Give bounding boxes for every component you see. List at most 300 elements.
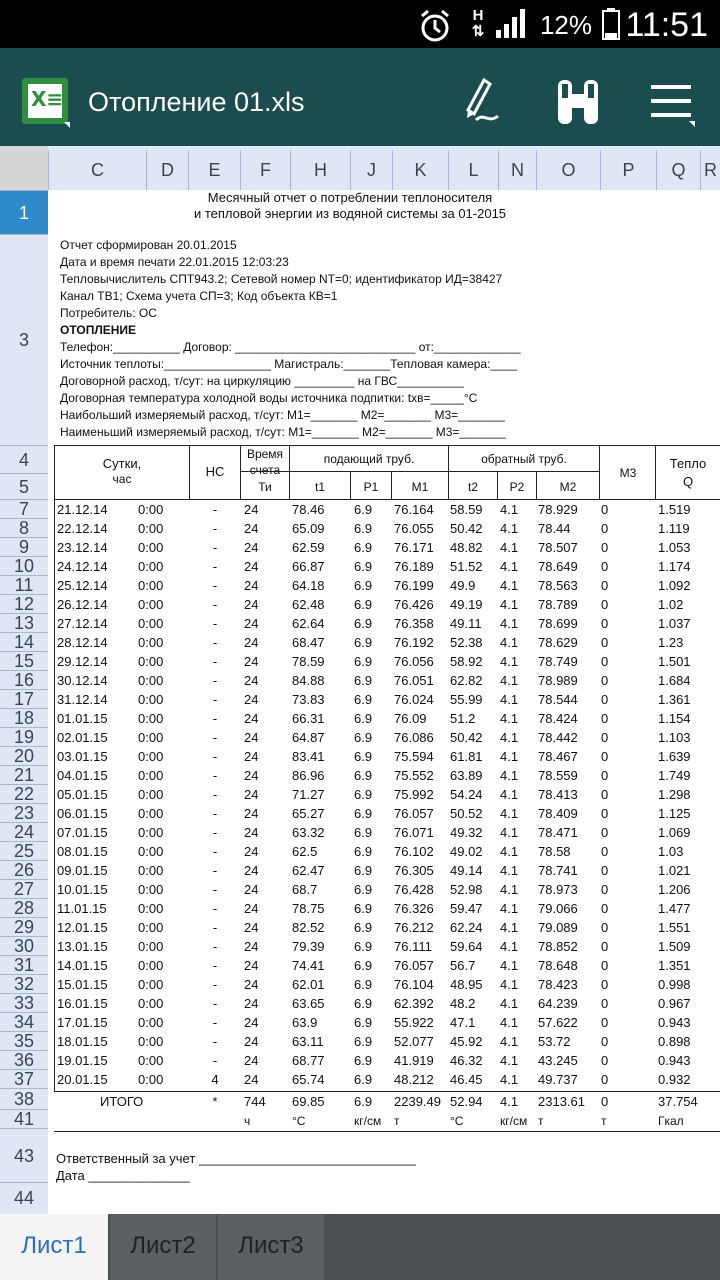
cell-hc[interactable]: - (212, 787, 218, 802)
cell-date[interactable]: 01.01.15 (57, 711, 108, 726)
cell-date[interactable]: 29.12.14 (57, 654, 108, 669)
cell-hours[interactable]: 24 (244, 635, 259, 650)
cell-m1[interactable]: 76.057 (394, 806, 434, 821)
row-header[interactable]: 37 (0, 1069, 48, 1088)
row-header[interactable]: 33 (0, 993, 48, 1012)
cell-m3[interactable]: 0 (601, 578, 609, 593)
cell-p2[interactable]: 4.1 (500, 635, 519, 650)
cell-t1[interactable]: 64.87 (292, 730, 325, 745)
cell-m1[interactable]: 76.192 (394, 635, 434, 650)
cell-m3[interactable]: 0 (601, 749, 609, 764)
cell-t2[interactable]: 45.92 (450, 1034, 483, 1049)
cell-m3[interactable]: 0 (601, 597, 609, 612)
cell-t2[interactable]: 52.38 (450, 635, 483, 650)
cell-p2[interactable]: 4.1 (500, 825, 519, 840)
cell-heat[interactable]: 1.02 (658, 597, 684, 612)
cell-m2[interactable]: 78.649 (538, 559, 578, 574)
cell-time[interactable]: 0:00 (138, 901, 164, 916)
cell-m2[interactable]: 78.44 (538, 521, 571, 536)
cell-date[interactable]: 07.01.15 (57, 825, 108, 840)
cell-p2[interactable]: 4.1 (500, 901, 519, 916)
cell-p2[interactable]: 4.1 (500, 559, 519, 574)
cell-t2[interactable]: 61.81 (450, 749, 483, 764)
column-header[interactable]: J (350, 150, 392, 190)
column-header[interactable]: O (536, 150, 600, 190)
cell-t2[interactable]: 50.52 (450, 806, 483, 821)
cell-hours[interactable]: 24 (244, 1034, 259, 1049)
cell-m3[interactable]: 0 (601, 635, 609, 650)
cell-t2[interactable]: 49.9 (450, 578, 476, 593)
cell-date[interactable]: 31.12.14 (57, 692, 108, 707)
cell-m3[interactable]: 0 (601, 502, 609, 517)
cell-p1[interactable]: 6.9 (354, 635, 373, 650)
cell-time[interactable]: 0:00 (138, 540, 164, 555)
cell-p1[interactable]: 6.9 (354, 502, 373, 517)
cell-hc[interactable]: - (212, 711, 218, 726)
cell-t2[interactable]: 49.02 (450, 844, 483, 859)
cell-m3[interactable]: 0 (601, 521, 609, 536)
cell-p1[interactable]: 6.9 (354, 597, 373, 612)
cell-hours[interactable]: 24 (244, 1072, 259, 1087)
cell-p1[interactable]: 6.9 (354, 939, 373, 954)
cell-m3[interactable]: 0 (601, 1072, 609, 1087)
cell-t1[interactable]: 68.47 (292, 635, 325, 650)
cell-m1[interactable]: 76.086 (394, 730, 434, 745)
row-header[interactable]: 27 (0, 879, 48, 898)
total-m3[interactable]: 0 (601, 1094, 609, 1109)
cell-p1[interactable]: 6.9 (354, 825, 373, 840)
cell-heat[interactable]: 1.103 (658, 730, 691, 745)
total-m1[interactable]: 2239.49 (394, 1094, 441, 1109)
cell-t1[interactable]: 78.59 (292, 654, 325, 669)
cell-hc[interactable]: - (212, 616, 218, 631)
cell-m1[interactable]: 76.024 (394, 692, 434, 707)
cell-t1[interactable]: 84.88 (292, 673, 325, 688)
cell-p1[interactable]: 6.9 (354, 901, 373, 916)
cell-p2[interactable]: 4.1 (500, 787, 519, 802)
column-header[interactable]: D (146, 150, 188, 190)
cell-date[interactable]: 05.01.15 (57, 787, 108, 802)
cell-hours[interactable]: 24 (244, 711, 259, 726)
cell-p2[interactable]: 4.1 (500, 958, 519, 973)
cell-t2[interactable]: 58.59 (450, 502, 483, 517)
cell-time[interactable]: 0:00 (138, 597, 164, 612)
cell-heat[interactable]: 1.021 (658, 863, 691, 878)
cell-m1[interactable]: 76.171 (394, 540, 434, 555)
cell-heat[interactable]: 1.639 (658, 749, 691, 764)
row-header[interactable]: 24 (0, 822, 48, 841)
cell-hc[interactable]: - (212, 673, 218, 688)
cell-m2[interactable]: 43.245 (538, 1053, 578, 1068)
cell-t1[interactable]: 68.7 (292, 882, 318, 897)
column-header[interactable]: F (240, 150, 290, 190)
cell-hours[interactable]: 24 (244, 806, 259, 821)
tab-sheet3[interactable]: Лист3 (218, 1214, 324, 1280)
cell-p2[interactable]: 4.1 (500, 540, 519, 555)
row-header[interactable]: 35 (0, 1031, 48, 1050)
cell-p2[interactable]: 4.1 (500, 673, 519, 688)
cell-t2[interactable]: 49.11 (450, 616, 482, 631)
row-header[interactable]: 1 (0, 190, 48, 234)
row-header[interactable]: 8 (0, 518, 48, 537)
cell-hours[interactable]: 24 (244, 559, 259, 574)
cell-hours[interactable]: 24 (244, 882, 259, 897)
cell-m3[interactable]: 0 (601, 654, 609, 669)
cell-p2[interactable]: 4.1 (500, 939, 519, 954)
column-header[interactable]: Q (656, 150, 700, 190)
cell-date[interactable]: 15.01.15 (57, 977, 108, 992)
cell-time[interactable]: 0:00 (138, 825, 164, 840)
cell-p1[interactable]: 6.9 (354, 787, 373, 802)
cell-hc[interactable]: - (212, 1034, 218, 1049)
cell-hc[interactable]: - (212, 996, 218, 1011)
cell-m3[interactable]: 0 (601, 977, 609, 992)
cell-p1[interactable]: 6.9 (354, 958, 373, 973)
cell-t1[interactable]: 83.41 (292, 749, 325, 764)
cell-p1[interactable]: 6.9 (354, 844, 373, 859)
cell-heat[interactable]: 1.298 (658, 787, 691, 802)
tab-sheet2[interactable]: Лист2 (110, 1214, 216, 1280)
cell-hc[interactable]: - (212, 882, 218, 897)
cell-t2[interactable]: 52.98 (450, 882, 483, 897)
cell-date[interactable]: 24.12.14 (57, 559, 108, 574)
cell-hc[interactable]: - (212, 1015, 218, 1030)
cell-p1[interactable]: 6.9 (354, 882, 373, 897)
cell-t1[interactable]: 74.41 (292, 958, 325, 973)
cell-time[interactable]: 0:00 (138, 711, 164, 726)
cell-m2[interactable]: 78.789 (538, 597, 578, 612)
row-header[interactable]: 3 (0, 234, 48, 445)
cell-m1[interactable]: 76.189 (394, 559, 434, 574)
cell-m2[interactable]: 78.467 (538, 749, 578, 764)
cell-t1[interactable]: 63.32 (292, 825, 325, 840)
cell-heat[interactable]: 1.092 (658, 578, 691, 593)
column-header[interactable]: R (700, 150, 720, 190)
cell-m2[interactable]: 78.423 (538, 977, 578, 992)
cell-p1[interactable]: 6.9 (354, 768, 373, 783)
cell-hc[interactable]: - (212, 597, 218, 612)
row-header[interactable]: 30 (0, 936, 48, 955)
cell-m1[interactable]: 76.102 (394, 844, 434, 859)
row-header[interactable]: 4 (0, 445, 48, 473)
cell-m1[interactable]: 76.326 (394, 901, 434, 916)
cell-m3[interactable]: 0 (601, 825, 609, 840)
cell-hc[interactable]: - (212, 1053, 218, 1068)
cell-p1[interactable]: 6.9 (354, 559, 373, 574)
cell-t1[interactable]: 63.9 (292, 1015, 318, 1030)
cell-hc[interactable]: - (212, 502, 218, 517)
cell-date[interactable]: 23.12.14 (57, 540, 108, 555)
cell-m1[interactable]: 55.922 (394, 1015, 434, 1030)
cell-t1[interactable]: 66.31 (292, 711, 325, 726)
cell-p2[interactable]: 4.1 (500, 654, 519, 669)
cell-time[interactable]: 0:00 (138, 559, 164, 574)
cell-m3[interactable]: 0 (601, 901, 609, 916)
cell-p2[interactable]: 4.1 (500, 749, 519, 764)
cell-t2[interactable]: 59.47 (450, 901, 483, 916)
cell-m2[interactable]: 78.749 (538, 654, 578, 669)
cell-date[interactable]: 12.01.15 (57, 920, 108, 935)
cell-heat[interactable]: 0.967 (658, 996, 691, 1011)
cell-t2[interactable]: 49.19 (450, 597, 483, 612)
cell-time[interactable]: 0:00 (138, 1015, 164, 1030)
cell-m3[interactable]: 0 (601, 673, 609, 688)
cell-hours[interactable]: 24 (244, 692, 259, 707)
cell-m3[interactable]: 0 (601, 787, 609, 802)
row-header[interactable]: 5 (0, 473, 48, 499)
cell-heat[interactable]: 0.943 (658, 1053, 691, 1068)
cell-p1[interactable]: 6.9 (354, 616, 373, 631)
row-header[interactable]: 14 (0, 632, 48, 651)
row-header[interactable]: 15 (0, 651, 48, 670)
total-m2[interactable]: 2313.61 (538, 1094, 585, 1109)
cell-hc[interactable]: - (212, 939, 218, 954)
cell-p2[interactable]: 4.1 (500, 1053, 519, 1068)
cell-p2[interactable]: 4.1 (500, 1072, 519, 1087)
cell-heat[interactable]: 1.501 (658, 654, 691, 669)
cell-hours[interactable]: 24 (244, 1015, 259, 1030)
cell-t2[interactable]: 46.45 (450, 1072, 483, 1087)
cell-p2[interactable]: 4.1 (500, 692, 519, 707)
cell-p1[interactable]: 6.9 (354, 1053, 373, 1068)
column-header[interactable]: N (498, 150, 536, 190)
cell-m2[interactable]: 78.973 (538, 882, 578, 897)
cell-hc[interactable]: - (212, 559, 218, 574)
cell-hours[interactable]: 24 (244, 920, 259, 935)
cell-date[interactable]: 18.01.15 (57, 1034, 108, 1049)
cell-date[interactable]: 27.12.14 (57, 616, 108, 631)
cell-heat[interactable]: 1.206 (658, 882, 691, 897)
cell-date[interactable]: 04.01.15 (57, 768, 108, 783)
cell-m1[interactable]: 52.077 (394, 1034, 434, 1049)
cell-m1[interactable]: 48.212 (394, 1072, 434, 1087)
cell-m2[interactable]: 78.409 (538, 806, 578, 821)
cell-t1[interactable]: 73.83 (292, 692, 325, 707)
cell-t1[interactable]: 65.09 (292, 521, 325, 536)
cell-p2[interactable]: 4.1 (500, 1015, 519, 1030)
cell-date[interactable]: 11.01.15 (57, 901, 107, 916)
cell-m1[interactable]: 62.392 (394, 996, 434, 1011)
cell-t2[interactable]: 56.7 (450, 958, 476, 973)
cell-date[interactable]: 14.01.15 (57, 958, 108, 973)
cell-hc[interactable]: - (212, 768, 218, 783)
cell-heat[interactable]: 1.23 (658, 635, 684, 650)
row-header[interactable]: 36 (0, 1050, 48, 1069)
cell-p2[interactable]: 4.1 (500, 616, 519, 631)
cell-p2[interactable]: 4.1 (500, 1034, 519, 1049)
cell-t1[interactable]: 62.64 (292, 616, 325, 631)
cell-t2[interactable]: 51.2 (450, 711, 476, 726)
cell-t2[interactable]: 62.24 (450, 920, 483, 935)
cell-time[interactable]: 0:00 (138, 882, 164, 897)
cell-m3[interactable]: 0 (601, 1053, 609, 1068)
cell-p1[interactable]: 6.9 (354, 540, 373, 555)
cell-time[interactable]: 0:00 (138, 863, 164, 878)
cell-m3[interactable]: 0 (601, 920, 609, 935)
cell-p2[interactable]: 4.1 (500, 882, 519, 897)
cell-t1[interactable]: 79.39 (292, 939, 325, 954)
menu-icon[interactable] (640, 70, 704, 134)
cell-heat[interactable]: 1.351 (658, 958, 691, 973)
cell-p1[interactable]: 6.9 (354, 692, 373, 707)
cell-hours[interactable]: 24 (244, 654, 259, 669)
cell-heat[interactable]: 1.684 (658, 673, 691, 688)
total-p2[interactable]: 4.1 (500, 1094, 519, 1109)
cell-p2[interactable]: 4.1 (500, 578, 519, 593)
cell-m3[interactable]: 0 (601, 692, 609, 707)
total-p1[interactable]: 6.9 (354, 1094, 373, 1109)
cell-p2[interactable]: 4.1 (500, 920, 519, 935)
cell-time[interactable]: 0:00 (138, 673, 164, 688)
cell-p2[interactable]: 4.1 (500, 711, 519, 726)
cell-m2[interactable]: 78.741 (538, 863, 578, 878)
cell-p2[interactable]: 4.1 (500, 844, 519, 859)
cell-hc[interactable]: - (212, 730, 218, 745)
cell-t1[interactable]: 62.48 (292, 597, 325, 612)
cell-heat[interactable]: 1.519 (658, 502, 691, 517)
cell-heat[interactable]: 1.053 (658, 540, 691, 555)
cell-date[interactable]: 16.01.15 (57, 996, 108, 1011)
column-header[interactable]: P (600, 150, 656, 190)
row-header[interactable]: 12 (0, 594, 48, 613)
cell-heat[interactable]: 1.069 (658, 825, 691, 840)
cell-t1[interactable]: 65.27 (292, 806, 325, 821)
cell-m2[interactable]: 78.559 (538, 768, 578, 783)
cell-heat[interactable]: 0.943 (658, 1015, 691, 1030)
cell-m3[interactable]: 0 (601, 844, 609, 859)
cell-m1[interactable]: 76.104 (394, 977, 434, 992)
cell-t1[interactable]: 78.75 (292, 901, 325, 916)
cell-p1[interactable]: 6.9 (354, 673, 373, 688)
cell-heat[interactable]: 1.749 (658, 768, 691, 783)
cell-hours[interactable]: 24 (244, 578, 259, 593)
cell-hours[interactable]: 24 (244, 673, 259, 688)
row-header[interactable]: 19 (0, 727, 48, 746)
cell-m1[interactable]: 76.055 (394, 521, 434, 536)
cell-t1[interactable]: 62.01 (292, 977, 325, 992)
cell-p1[interactable]: 6.9 (354, 977, 373, 992)
row-header[interactable]: 20 (0, 746, 48, 765)
cell-m2[interactable]: 49.737 (538, 1072, 578, 1087)
pen-edit-icon[interactable] (448, 70, 512, 134)
cell-m2[interactable]: 78.929 (538, 502, 578, 517)
cell-m3[interactable]: 0 (601, 1015, 609, 1030)
cell-hours[interactable]: 24 (244, 901, 259, 916)
total-hc[interactable]: * (212, 1094, 218, 1109)
cell-m1[interactable]: 41.919 (394, 1053, 434, 1068)
spreadsheet-grid[interactable] (0, 146, 720, 1214)
cell-hours[interactable]: 24 (244, 863, 259, 878)
row-header[interactable]: 28 (0, 898, 48, 917)
cell-date[interactable]: 25.12.14 (57, 578, 108, 593)
cell-heat[interactable]: 0.898 (658, 1034, 691, 1049)
cell-heat[interactable]: 1.509 (658, 939, 691, 954)
cell-time[interactable]: 0:00 (138, 939, 164, 954)
cell-m1[interactable]: 76.212 (394, 920, 434, 935)
cell-p2[interactable]: 4.1 (500, 977, 519, 992)
cell-hc[interactable]: - (212, 578, 218, 593)
cell-m2[interactable]: 78.989 (538, 673, 578, 688)
cell-heat[interactable]: 0.998 (658, 977, 691, 992)
cell-hours[interactable]: 24 (244, 939, 259, 954)
cell-p1[interactable]: 6.9 (354, 806, 373, 821)
row-header[interactable]: 11 (0, 575, 48, 594)
cell-heat[interactable]: 1.477 (658, 901, 691, 916)
cell-hours[interactable]: 24 (244, 521, 259, 536)
cell-m2[interactable]: 79.089 (538, 920, 578, 935)
cell-date[interactable]: 20.01.15 (57, 1072, 108, 1087)
cell-hc[interactable]: - (212, 521, 218, 536)
cell-date[interactable]: 09.01.15 (57, 863, 108, 878)
cell-hours[interactable]: 24 (244, 787, 259, 802)
cell-t2[interactable]: 46.32 (450, 1053, 483, 1068)
cell-heat[interactable]: 1.551 (658, 920, 691, 935)
cell-time[interactable]: 0:00 (138, 806, 164, 821)
column-header[interactable]: E (188, 150, 240, 190)
cell-t2[interactable]: 59.64 (450, 939, 483, 954)
cell-hours[interactable]: 24 (244, 996, 259, 1011)
cell-m1[interactable]: 76.111 (394, 939, 432, 954)
cell-m3[interactable]: 0 (601, 882, 609, 897)
cell-p2[interactable]: 4.1 (500, 502, 519, 517)
cell-time[interactable]: 0:00 (138, 1034, 164, 1049)
cell-m3[interactable]: 0 (601, 540, 609, 555)
cell-p2[interactable]: 4.1 (500, 863, 519, 878)
cell-m2[interactable]: 78.629 (538, 635, 578, 650)
row-header[interactable]: 21 (0, 765, 48, 784)
row-header[interactable]: 43 (0, 1128, 48, 1182)
cell-m3[interactable]: 0 (601, 768, 609, 783)
cell-heat[interactable]: 1.174 (658, 559, 691, 574)
cell-p1[interactable]: 6.9 (354, 654, 373, 669)
cell-m1[interactable]: 76.09 (394, 711, 427, 726)
cell-hc[interactable]: 4 (211, 1072, 219, 1087)
cell-time[interactable]: 0:00 (138, 635, 164, 650)
cell-t1[interactable]: 65.74 (292, 1072, 325, 1087)
cell-date[interactable]: 06.01.15 (57, 806, 108, 821)
row-header[interactable]: 29 (0, 917, 48, 936)
cell-hc[interactable]: - (212, 540, 218, 555)
cell-t1[interactable]: 63.65 (292, 996, 325, 1011)
row-header[interactable]: 41 (0, 1109, 48, 1128)
cell-time[interactable]: 0:00 (138, 730, 164, 745)
cell-m1[interactable]: 76.057 (394, 958, 434, 973)
tab-sheet1[interactable]: Лист1 (0, 1214, 108, 1280)
cell-m2[interactable]: 78.563 (538, 578, 578, 593)
cell-hc[interactable]: - (212, 806, 218, 821)
row-header[interactable]: 44 (0, 1182, 48, 1212)
row-header[interactable]: 7 (0, 499, 48, 518)
row-header[interactable]: 10 (0, 556, 48, 575)
cell-hours[interactable]: 24 (244, 768, 259, 783)
cell-p1[interactable]: 6.9 (354, 1034, 373, 1049)
row-header[interactable]: 31 (0, 955, 48, 974)
cell-m2[interactable]: 64.239 (538, 996, 578, 1011)
cell-date[interactable]: 19.01.15 (57, 1053, 108, 1068)
cell-m1[interactable]: 75.552 (394, 768, 434, 783)
cell-t2[interactable]: 50.42 (450, 730, 483, 745)
cell-p1[interactable]: 6.9 (354, 1015, 373, 1030)
cell-hc[interactable]: - (212, 844, 218, 859)
cell-time[interactable]: 0:00 (138, 1053, 164, 1068)
row-header[interactable]: 25 (0, 841, 48, 860)
cell-heat[interactable]: 1.03 (658, 844, 684, 859)
cell-m2[interactable]: 78.544 (538, 692, 578, 707)
cell-p2[interactable]: 4.1 (500, 768, 519, 783)
cell-t1[interactable]: 62.47 (292, 863, 325, 878)
cell-m2[interactable]: 78.507 (538, 540, 578, 555)
cell-hc[interactable]: - (212, 977, 218, 992)
